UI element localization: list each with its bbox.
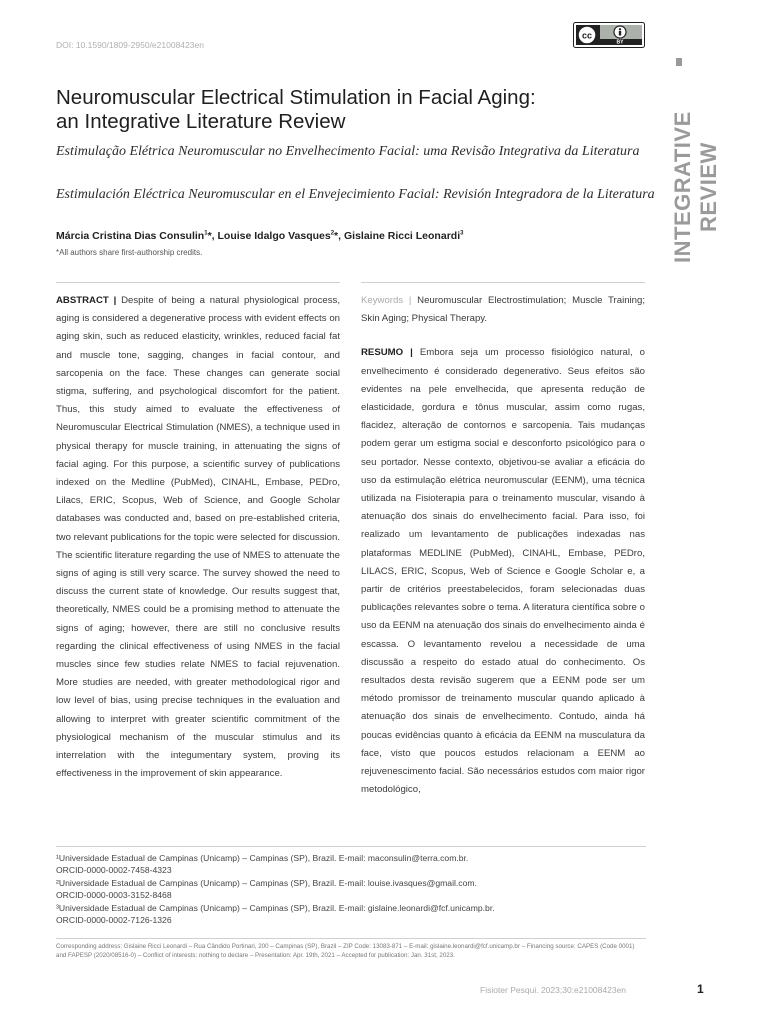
affiliations bbox=[56, 852, 646, 926]
author-1-star: * bbox=[207, 230, 212, 242]
page-number: 1 bbox=[697, 982, 704, 996]
author-1-affil: 1 bbox=[204, 230, 208, 237]
subtitle-portuguese: Estimulação Elétrica Neuromuscular no Envelhecimento Facial: uma Revisão Integrativa da Literatura bbox=[56, 144, 640, 159]
divider-right bbox=[361, 282, 645, 283]
affiliation-1: ¹Universidade Estadual de Campinas (Unicamp) – Campinas (SP), Brazil. E-mail: maconsulin@terra.com.br. bbox=[56, 853, 469, 863]
divider-correspondence bbox=[56, 938, 646, 939]
author-3-affil: 3 bbox=[460, 230, 464, 237]
section-label-vertical: INTEGRATIVE REVIEW bbox=[670, 111, 721, 264]
resumo-section bbox=[361, 344, 645, 799]
journal-citation: Fisioter Pesqui. 2023;30:e21008423en bbox=[480, 985, 627, 995]
abstract-label: ABSTRACT | bbox=[56, 295, 117, 306]
affiliation-2: ²Universidade Estadual de Campinas (Unicamp) – Campinas (SP), Brazil. E-mail: louise.ivasques@gmail.com. bbox=[56, 877, 477, 888]
subtitle-spanish: Estimulación Eléctrica Neuromuscular en el Envejecimiento Facial: Revisión Integradora de la Literatura bbox=[56, 187, 655, 202]
title-line-1: Neuromuscular Electrical Stimulation in Facial Aging: bbox=[56, 86, 536, 109]
author-3: Gislaine Ricci Leonardi bbox=[343, 230, 461, 242]
author-1: Márcia Cristina Dias Consulin bbox=[56, 230, 205, 242]
author-2-star: * bbox=[334, 230, 339, 242]
keywords-section bbox=[361, 292, 645, 328]
correspondence-note: Corresponding address: Gislaine Ricci Leonardi – Rua Cândido Portinari, 200 – Campinas (SP), Brazil – ZIP Code: 13083-871 – E-mail: gislaine.leonardi@fcf.unicamp.br – Financing source: CAPES (Code 0001) and FAPESP (2020/08516-0) – Conflict of interests: nothing to declare – Presentation: Apr. 19th, 2021 – Accepted for publication: Jan. 31st, 2023. bbox=[56, 943, 635, 959]
cc-by-license-icon[interactable] bbox=[573, 22, 645, 48]
author-2: Louise Idalgo Vasques bbox=[217, 230, 331, 242]
orcid-1[interactable]: ORCID-0000-0002-7458-4323 bbox=[56, 865, 172, 876]
divider-affiliations bbox=[56, 846, 646, 847]
abstract-section bbox=[56, 292, 340, 783]
author-list: Márcia Cristina Dias Consulin$^1$*, Louise Idalgo Vasques$^2$*, Gislaine Ricci Leonardi$^3$ bbox=[56, 230, 464, 242]
affiliation-3: ³Universidade Estadual de Campinas (Unicamp) – Campinas (SP), Brazil. E-mail: gislaine.leonardi@fcf.unicamp.br. bbox=[56, 902, 495, 913]
cc-text: cc bbox=[581, 30, 593, 41]
doi-line: DOI: 10.1590/1809-2950/e21008423en bbox=[56, 40, 204, 50]
resumo-text: Embora seja um processo fisiológico natural, o envelhecimento é considerado degenerativo. Seus efeitos são evidentes na pele envelhecida, que apresenta redução de elasticidade, gordura e tônus muscular, assim como rugas, flacidez, alteração de contornos e sarcopenia. Tais mudanças podem gerar um estigma social e desconforto psicológico para o seu portador. Nesse contexto, objetivou-se avaliar a eficácia do uso da estimulação elétrica neuromuscular (EENM), uma técnica utilizada na Fisioterapia para o treinamento muscular, visando à atenuação dos sinais do envelhecimento facial. Para isso, foi realizado um levantamento de publicações indexadas nas plataformas MEDLINE (PubMed), CINAHL, Embase, PEDro, LILACS, ERIC, Scopus, Web of Science e Google Scholar e, a partir de critérios preestabelecidos, foram selecionadas duas publicações relevantes sobre o tema. A literatura científica sobre o uso da EENM na atenuação dos sinais do envelhecimento ainda é escassa. O levantamento revelou a necessidade de uma discussão a respeito do estado atual do conhecimento. Os resultados desta revisão sugerem que a EENM pode ser um método promissor de treinamento muscular quando aplicado à atenuação dos sinais de envelhecimento. Contudo, ainda há poucas evidências quanto à eficácia da EENM na musculatura da face, visto que poucos estudos relacionam a EENM ao rejuvenescimento facial. São necessários estudos com maior rigor metodológico, bbox=[361, 347, 645, 796]
keywords-text: Neuromuscular Electrostimulation; Muscle Training; Skin Aging; Physical Therapy. bbox=[361, 295, 646, 325]
by-text: BY bbox=[616, 39, 624, 46]
divider-left bbox=[56, 282, 340, 283]
article-title bbox=[56, 86, 656, 134]
resumo-label: RESUMO | bbox=[361, 347, 413, 359]
keywords-label: Keywords | bbox=[361, 295, 412, 306]
title-line-2: an Integrative Literature Review bbox=[56, 110, 346, 133]
right-column bbox=[361, 292, 645, 799]
authorship-note: *All authors share first-authorship credits. bbox=[56, 248, 203, 257]
abstract-text: Despite of being a natural physiological process, aging is considered a degenerative process with evident effects on aging skin, such as reduced elasticity, wrinkles, reduced facial fat and muscle tone, sagging, changes in facial contour, and sarcopenia on the face. These changes can generate social stigma, suffering, and psychological discomfort for the patient. Thus, this study aimed to evaluate the effectiveness of Neuromuscular Electrical Stimulation (NMES), a technique used in physical therapy for muscle training, in attenuating the signs of facial aging. For this purpose, a scientific survey of publications indexed on the Medline (PubMed), CINAHL, Embase, PEDro, Lilacs, ERIC, Scopus, Web of Science, and Google Scholar databases was conducted and, based on pre-established criteria, two relevant publications for the topic were selected for discussion. The scientific literature regarding the use of NMES to attenuate the signs of aging is still very scarce. The survey showed the need to discuss the current state of knowledge. Our results suggest that, theoretically, NMES could be a promising method to attenuate the signs of aging; however, there are still no conclusive results regarding the clinical effectiveness of using NMES in the facial muscles since few studies relate NMES to facial rejuvenation. More studies are needed, with greater methodological rigor and low level of bias, using precise techniques in the evaluation and allowing to interpret with greater scientific commitment of the physiological mechanism of the muscular stimulus and its interrelation with the integumentary system, proving its effectiveness in the improvement of skin appearance. bbox=[56, 295, 340, 780]
section-marker-bar bbox=[676, 58, 682, 66]
orcid-2[interactable]: ORCID-0000-0003-3152-8468 bbox=[56, 890, 172, 901]
author-2-affil: 2 bbox=[330, 230, 335, 237]
orcid-3[interactable]: ORCID-0000-0002-7126-1326 bbox=[56, 915, 172, 926]
